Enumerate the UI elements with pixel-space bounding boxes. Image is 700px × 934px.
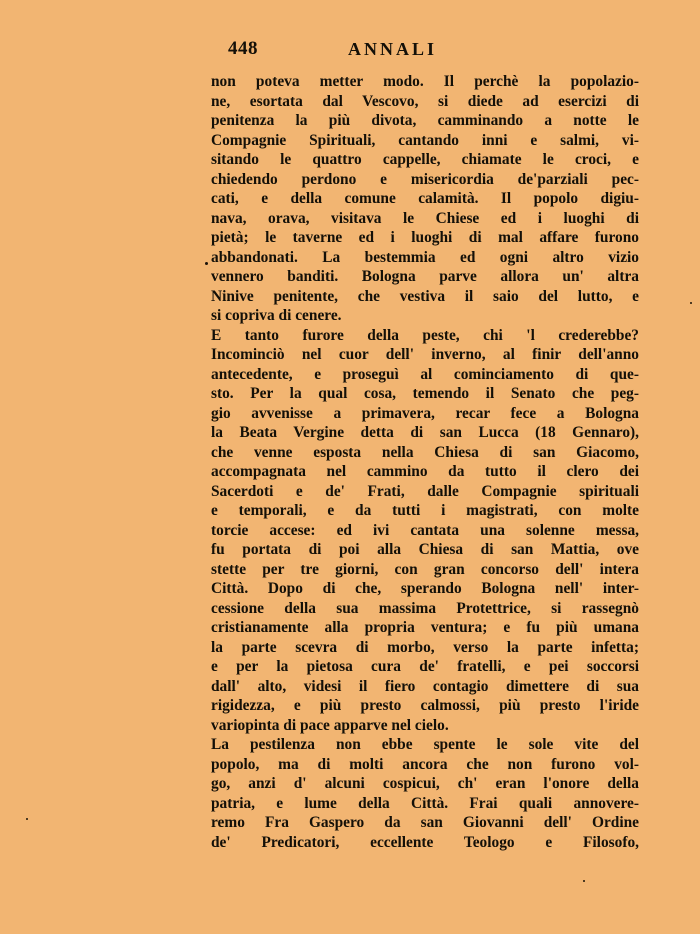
- running-head: [228, 38, 528, 64]
- text-line: Città. Dopo di che, sperando Bologna nell' inter-: [211, 580, 639, 597]
- ink-speck: [26, 818, 28, 820]
- text-line: antecedente, e proseguì al cominciamento di que-: [211, 365, 639, 383]
- text-line: penitenza la più divota, camminando a notte le: [211, 112, 639, 129]
- text-line: e temporali, e da tutti i magistrati, con molte: [211, 502, 639, 519]
- text-line: sto. Per la qual cosa, temendo il Senato che peg-: [211, 385, 639, 402]
- ink-speck: [205, 262, 208, 265]
- text-line: pietà; le taverne ed i luoghi di mal affare furono: [211, 229, 639, 246]
- text-line: go, anzi d' alcuni cospicui, ch' eran l'onore della: [211, 775, 639, 792]
- text-line: stette per tre giorni, con gran concorso dell' intera: [211, 560, 639, 578]
- paragraph-end-line: si copriva di cenere.: [211, 307, 342, 324]
- text-line: Compagnie Spirituali, cantando inni e salmi, vi-: [211, 131, 639, 149]
- text-line: Ninive penitente, che vestiva il saio del lutto, e: [211, 287, 639, 305]
- text-line: patria, e lume della Città. Frai quali annovere-: [211, 794, 639, 812]
- paragraph-end-line: variopinta di pace apparve nel cielo.: [211, 716, 449, 734]
- running-title: ANNALI: [348, 39, 438, 59]
- text-line: E tanto furore della peste, chi 'l crederebbe?: [211, 326, 639, 344]
- text-line: chiedendo perdono e misericordia de'parziali pec-: [211, 170, 639, 188]
- text-line: fu portata di poi alla Chiesa di san Mattia, ove: [211, 541, 639, 558]
- text-line: torcie accese: ed ivi cantata una solenne messa,: [211, 521, 639, 539]
- text-line: abbandonati. La bestemmia ed ogni altro vizio: [211, 248, 639, 266]
- text-line: la Beata Vergine detta di san Lucca (18 Gennaro),: [211, 424, 639, 441]
- text-line: Sacerdoti e de' Frati, dalle Compagnie spirituali: [211, 482, 639, 500]
- text-line: rigidezza, e più presto calmossi, più presto l'iride: [211, 697, 639, 714]
- text-line: ne, esortata dal Vescovo, si diede ad esercizi di: [211, 92, 639, 110]
- text-line: Incominciò nel cuor dell' inverno, al finir dell'anno: [211, 346, 639, 363]
- text-line: de' Predicatori, eccellente Teologo e Filosofo,: [211, 833, 639, 851]
- text-line: che venne esposta nella Chiesa di san Giacomo,: [211, 443, 639, 461]
- text-line: accompagnata nel cammino da tutto il clero dei: [211, 463, 639, 480]
- ink-speck: [690, 302, 692, 304]
- text-line: nava, orava, visitava le Chiese ed i luoghi di: [211, 209, 639, 227]
- text-line: vennero banditi. Bologna parve allora un' altra: [211, 268, 639, 285]
- text-line: dall' alto, videsi il fiero contagio dimettere di sua: [211, 677, 639, 695]
- text-line: gio avvenisse a primavera, recar fece a Bologna: [211, 404, 639, 422]
- text-line: La pestilenza non ebbe spente le sole vite del: [211, 736, 639, 753]
- text-line: popolo, ma di molti ancora che non furono vol-: [211, 755, 639, 773]
- text-line: cessione della sua massima Protettrice, si rassegnò: [211, 599, 639, 617]
- text-line: la parte scevra di morbo, verso la parte infetta;: [211, 638, 639, 656]
- ink-speck: [583, 880, 585, 882]
- page-number: 448: [228, 38, 258, 59]
- text-line: sitando le quattro cappelle, chiamate le croci, e: [211, 151, 639, 168]
- text-line: cristianamente alla propria ventura; e fu più umana: [211, 619, 639, 636]
- text-line: e per la pietosa cura de' fratelli, e pei soccorsi: [211, 658, 639, 675]
- text-line: non poteva metter modo. Il perchè la popolazio-: [211, 73, 639, 90]
- body-text: [211, 72, 639, 852]
- text-line: cati, e della comune calamità. Il popolo digiu-: [211, 190, 639, 207]
- text-line: remo Fra Gaspero da san Giovanni dell' Ordine: [211, 814, 639, 831]
